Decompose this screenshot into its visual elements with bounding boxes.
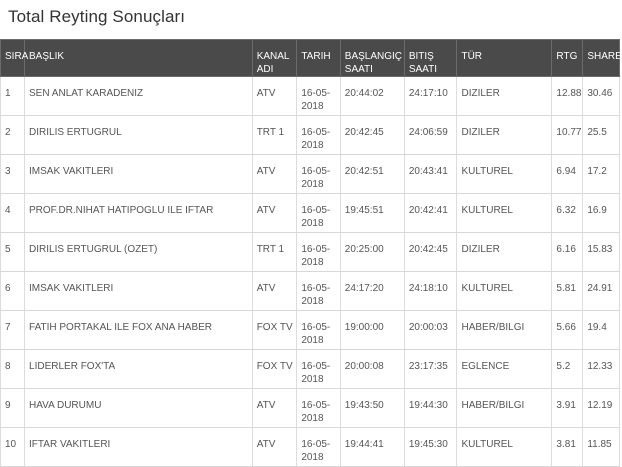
- table-row: [1, 272, 620, 311]
- cell-baslangic: 20:44:02: [340, 77, 404, 116]
- cell-tur: KULTUREL: [457, 194, 552, 233]
- cell-bitis: 20:43:41: [404, 155, 457, 194]
- cell-tarih: 16-05-2018: [297, 311, 340, 350]
- cell-tarih: 16-05-2018: [297, 350, 340, 389]
- cell-sira: 2: [1, 116, 25, 155]
- cell-bitis: 20:00:03: [404, 311, 457, 350]
- header-share[interactable]: SHARE: [583, 40, 620, 77]
- cell-baslik: IMSAK VAKITLERI: [25, 155, 253, 194]
- cell-share: 30.46: [583, 77, 620, 116]
- cell-tarih: 16-05-2018: [297, 77, 340, 116]
- cell-kanal: ATV: [252, 428, 297, 467]
- cell-rtg: 5.66: [552, 311, 583, 350]
- cell-baslik: FATIH PORTAKAL ILE FOX ANA HABER: [25, 311, 253, 350]
- cell-baslangic: 20:00:08: [340, 350, 404, 389]
- page-title: Total Reyting Sonuçları: [8, 7, 186, 26]
- table-row: [1, 389, 620, 428]
- table-row: [1, 155, 620, 194]
- cell-kanal: FOX TV: [252, 350, 297, 389]
- table-body: [1, 77, 620, 467]
- cell-baslangic: 24:17:20: [340, 272, 404, 311]
- cell-baslangic: 19:44:41: [340, 428, 404, 467]
- cell-kanal: TRT 1: [252, 233, 297, 272]
- cell-bitis: 20:42:45: [404, 233, 457, 272]
- cell-kanal: ATV: [252, 272, 297, 311]
- cell-baslik: SEN ANLAT KARADENIZ: [25, 77, 253, 116]
- cell-rtg: 6.16: [552, 233, 583, 272]
- cell-tur: HABER/BILGI: [457, 389, 552, 428]
- cell-tarih: 16-05-2018: [297, 194, 340, 233]
- cell-baslangic: 20:42:51: [340, 155, 404, 194]
- table-header-row: [1, 40, 620, 77]
- cell-rtg: 3.91: [552, 389, 583, 428]
- header-sira[interactable]: SIRA: [1, 40, 25, 77]
- cell-baslangic: 19:43:50: [340, 389, 404, 428]
- cell-baslik: DIRILIS ERTUGRUL: [25, 116, 253, 155]
- table-row: [1, 311, 620, 350]
- cell-tarih: 16-05-2018: [297, 272, 340, 311]
- table-row: [1, 116, 620, 155]
- cell-baslik: LIDERLER FOX'TA: [25, 350, 253, 389]
- cell-share: 16.9: [583, 194, 620, 233]
- cell-kanal: TRT 1: [252, 116, 297, 155]
- cell-baslik: DIRILIS ERTUGRUL (OZET): [25, 233, 253, 272]
- cell-baslik: IMSAK VAKITLERI: [25, 272, 253, 311]
- cell-baslik: PROF.DR.NIHAT HATIPOGLU ILE IFTAR: [25, 194, 253, 233]
- cell-sira: 10: [1, 428, 25, 467]
- cell-tur: DIZILER: [457, 77, 552, 116]
- header-tarih[interactable]: TARIH: [297, 40, 340, 77]
- cell-rtg: 3.81: [552, 428, 583, 467]
- header-baslangic[interactable]: BAŞLANGIÇ SAATI: [340, 40, 404, 77]
- cell-share: 15.83: [583, 233, 620, 272]
- cell-sira: 7: [1, 311, 25, 350]
- cell-sira: 6: [1, 272, 25, 311]
- cell-tarih: 16-05-2018: [297, 428, 340, 467]
- cell-sira: 8: [1, 350, 25, 389]
- cell-baslangic: 20:25:00: [340, 233, 404, 272]
- cell-tarih: 16-05-2018: [297, 116, 340, 155]
- cell-tarih: 16-05-2018: [297, 389, 340, 428]
- table-row: [1, 77, 620, 116]
- cell-sira: 4: [1, 194, 25, 233]
- ratings-table: [0, 39, 620, 467]
- cell-bitis: 19:45:30: [404, 428, 457, 467]
- header-baslik[interactable]: BAŞLIK: [25, 40, 253, 77]
- header-kanal[interactable]: KANAL ADI: [252, 40, 297, 77]
- cell-rtg: 5.81: [552, 272, 583, 311]
- header-bitis[interactable]: BITIŞ SAATI: [404, 40, 457, 77]
- cell-kanal: ATV: [252, 194, 297, 233]
- cell-baslik: IFTAR VAKITLERI: [25, 428, 253, 467]
- cell-tur: KULTUREL: [457, 428, 552, 467]
- cell-baslik: HAVA DURUMU: [25, 389, 253, 428]
- cell-bitis: 19:44:30: [404, 389, 457, 428]
- cell-rtg: 6.94: [552, 155, 583, 194]
- table-row: [1, 233, 620, 272]
- cell-baslangic: 19:00:00: [340, 311, 404, 350]
- cell-tur: HABER/BILGI: [457, 311, 552, 350]
- cell-bitis: 24:06:59: [404, 116, 457, 155]
- cell-share: 25.5: [583, 116, 620, 155]
- cell-rtg: 12.88: [552, 77, 583, 116]
- cell-tur: KULTUREL: [457, 155, 552, 194]
- cell-tur: KULTUREL: [457, 272, 552, 311]
- cell-bitis: 24:17:10: [404, 77, 457, 116]
- cell-bitis: 23:17:35: [404, 350, 457, 389]
- cell-rtg: 10.77: [552, 116, 583, 155]
- cell-tur: EGLENCE: [457, 350, 552, 389]
- cell-rtg: 6.32: [552, 194, 583, 233]
- cell-baslangic: 20:42:45: [340, 116, 404, 155]
- header-rtg[interactable]: RTG: [552, 40, 583, 77]
- table-row: [1, 428, 620, 467]
- cell-share: 24.91: [583, 272, 620, 311]
- cell-tur: DIZILER: [457, 233, 552, 272]
- cell-kanal: ATV: [252, 389, 297, 428]
- cell-tarih: 16-05-2018: [297, 155, 340, 194]
- cell-sira: 5: [1, 233, 25, 272]
- cell-tarih: 16-05-2018: [297, 233, 340, 272]
- header-tur[interactable]: TÜR: [457, 40, 552, 77]
- cell-tur: DIZILER: [457, 116, 552, 155]
- cell-bitis: 24:18:10: [404, 272, 457, 311]
- cell-kanal: FOX TV: [252, 311, 297, 350]
- cell-sira: 9: [1, 389, 25, 428]
- cell-baslangic: 19:45:51: [340, 194, 404, 233]
- cell-share: 19.4: [583, 311, 620, 350]
- table-row: [1, 194, 620, 233]
- cell-sira: 3: [1, 155, 25, 194]
- cell-share: 11.85: [583, 428, 620, 467]
- cell-share: 12.19: [583, 389, 620, 428]
- cell-bitis: 20:42:41: [404, 194, 457, 233]
- cell-share: 12.33: [583, 350, 620, 389]
- cell-kanal: ATV: [252, 77, 297, 116]
- cell-share: 17.2: [583, 155, 620, 194]
- table-row: [1, 350, 620, 389]
- cell-rtg: 5.2: [552, 350, 583, 389]
- cell-kanal: ATV: [252, 155, 297, 194]
- cell-sira: 1: [1, 77, 25, 116]
